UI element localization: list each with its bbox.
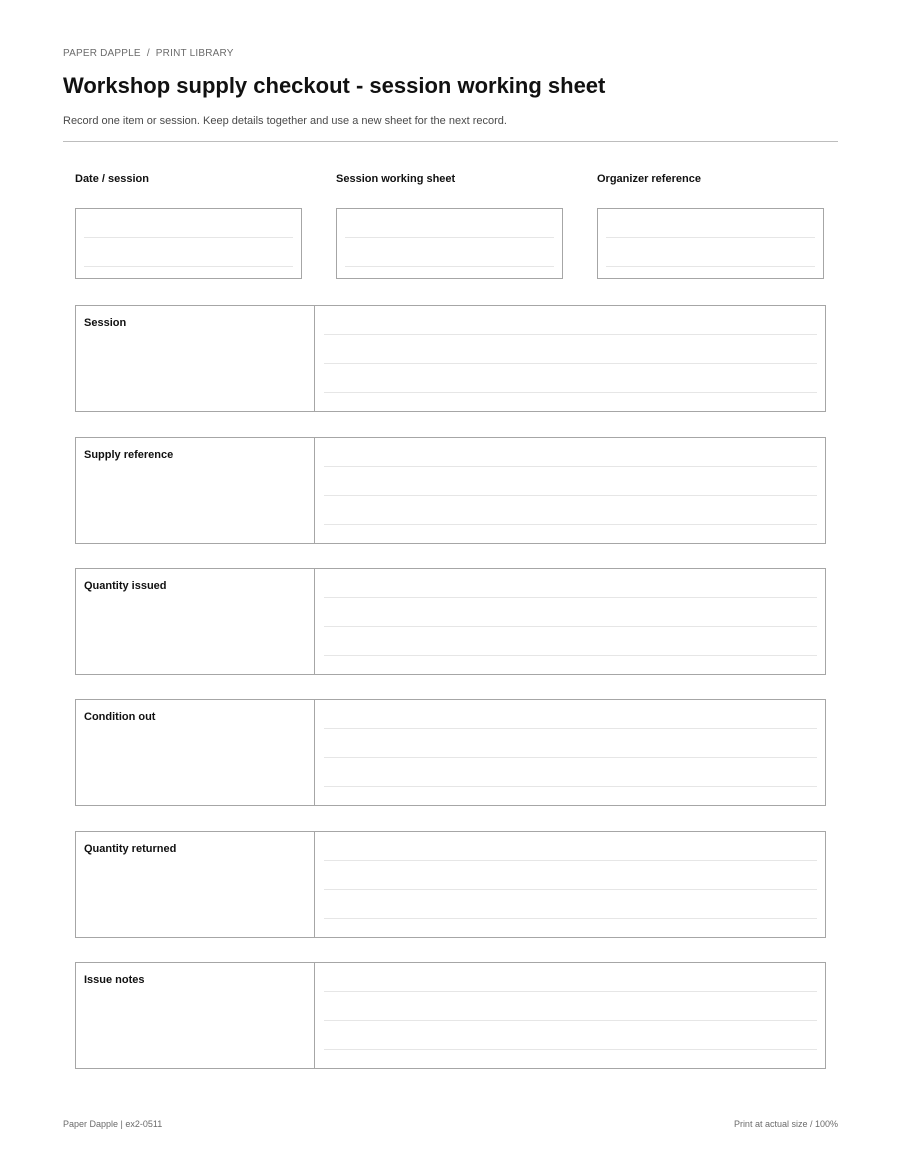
section-label-cell: [76, 963, 315, 1068]
writing-line: [324, 1020, 817, 1021]
quantity-returned-entry-area[interactable]: [316, 832, 825, 937]
footer-source: Paper Dapple | ex2-0511: [63, 1119, 163, 1129]
section-label-cell: [76, 306, 315, 411]
date-session-label: Date / session: [75, 173, 149, 185]
section-label-cell: [76, 700, 315, 805]
writing-line: [84, 266, 293, 267]
date-session-field[interactable]: [75, 208, 302, 279]
session-working-sheet-field[interactable]: [336, 208, 563, 279]
organizer-reference-field[interactable]: [597, 208, 824, 279]
writing-line: [324, 786, 817, 787]
breadcrumb-section: PRINT LIBRARY: [155, 48, 234, 59]
section-quantity-returned: [75, 831, 826, 938]
session-working-sheet-label: Session working sheet: [336, 173, 456, 185]
section-label: Condition out: [84, 711, 156, 723]
writing-line: [324, 889, 817, 890]
quantity-issued-entry-area[interactable]: [316, 569, 825, 674]
writing-line: [324, 597, 817, 598]
page-title: Workshop supply checkout - session working sheet: [63, 73, 606, 98]
section-label: Session: [84, 317, 127, 329]
writing-line: [606, 266, 815, 267]
writing-line: [324, 524, 817, 525]
footer-print-note: Print at actual size / 100%: [733, 1119, 838, 1129]
writing-line: [324, 757, 817, 758]
header-divider: [63, 141, 838, 142]
section-label: Quantity issued: [84, 580, 167, 592]
section-supply-reference: [75, 437, 826, 544]
writing-line: [324, 918, 817, 919]
writing-line: [324, 991, 817, 992]
section-label: Issue notes: [84, 974, 145, 986]
writing-line: [324, 1049, 817, 1050]
breadcrumb-brand: PAPER DAPPLE: [63, 48, 141, 59]
breadcrumb-separator: /: [146, 48, 150, 59]
writing-line: [84, 237, 293, 238]
issue-notes-entry-area[interactable]: [316, 963, 825, 1068]
writing-line: [324, 655, 817, 656]
instructions-text: Record one item or session. Keep details together and use a new sheet for the next record.: [63, 115, 507, 127]
writing-line: [324, 466, 817, 467]
section-label: Supply reference: [84, 449, 174, 461]
writing-line: [324, 728, 817, 729]
section-issue-notes: [75, 962, 826, 1069]
section-label-cell: [76, 569, 315, 674]
writing-line: [324, 495, 817, 496]
breadcrumb: [63, 48, 234, 59]
writing-line: [345, 237, 554, 238]
session-entry-area[interactable]: [316, 306, 825, 411]
writing-line: [324, 334, 817, 335]
organizer-reference-label: Organizer reference: [597, 173, 701, 185]
writing-line: [606, 237, 815, 238]
supply-reference-entry-area[interactable]: [316, 438, 825, 543]
section-label-cell: [76, 832, 315, 937]
condition-out-entry-area[interactable]: [316, 700, 825, 805]
writing-line: [324, 860, 817, 861]
writing-line: [324, 626, 817, 627]
section-condition-out: [75, 699, 826, 806]
section-label-cell: [76, 438, 315, 543]
writing-line: [324, 363, 817, 364]
writing-line: [345, 266, 554, 267]
writing-line: [324, 392, 817, 393]
section-session: [75, 305, 826, 412]
section-label: Quantity returned: [84, 843, 177, 855]
section-quantity-issued: [75, 568, 826, 675]
